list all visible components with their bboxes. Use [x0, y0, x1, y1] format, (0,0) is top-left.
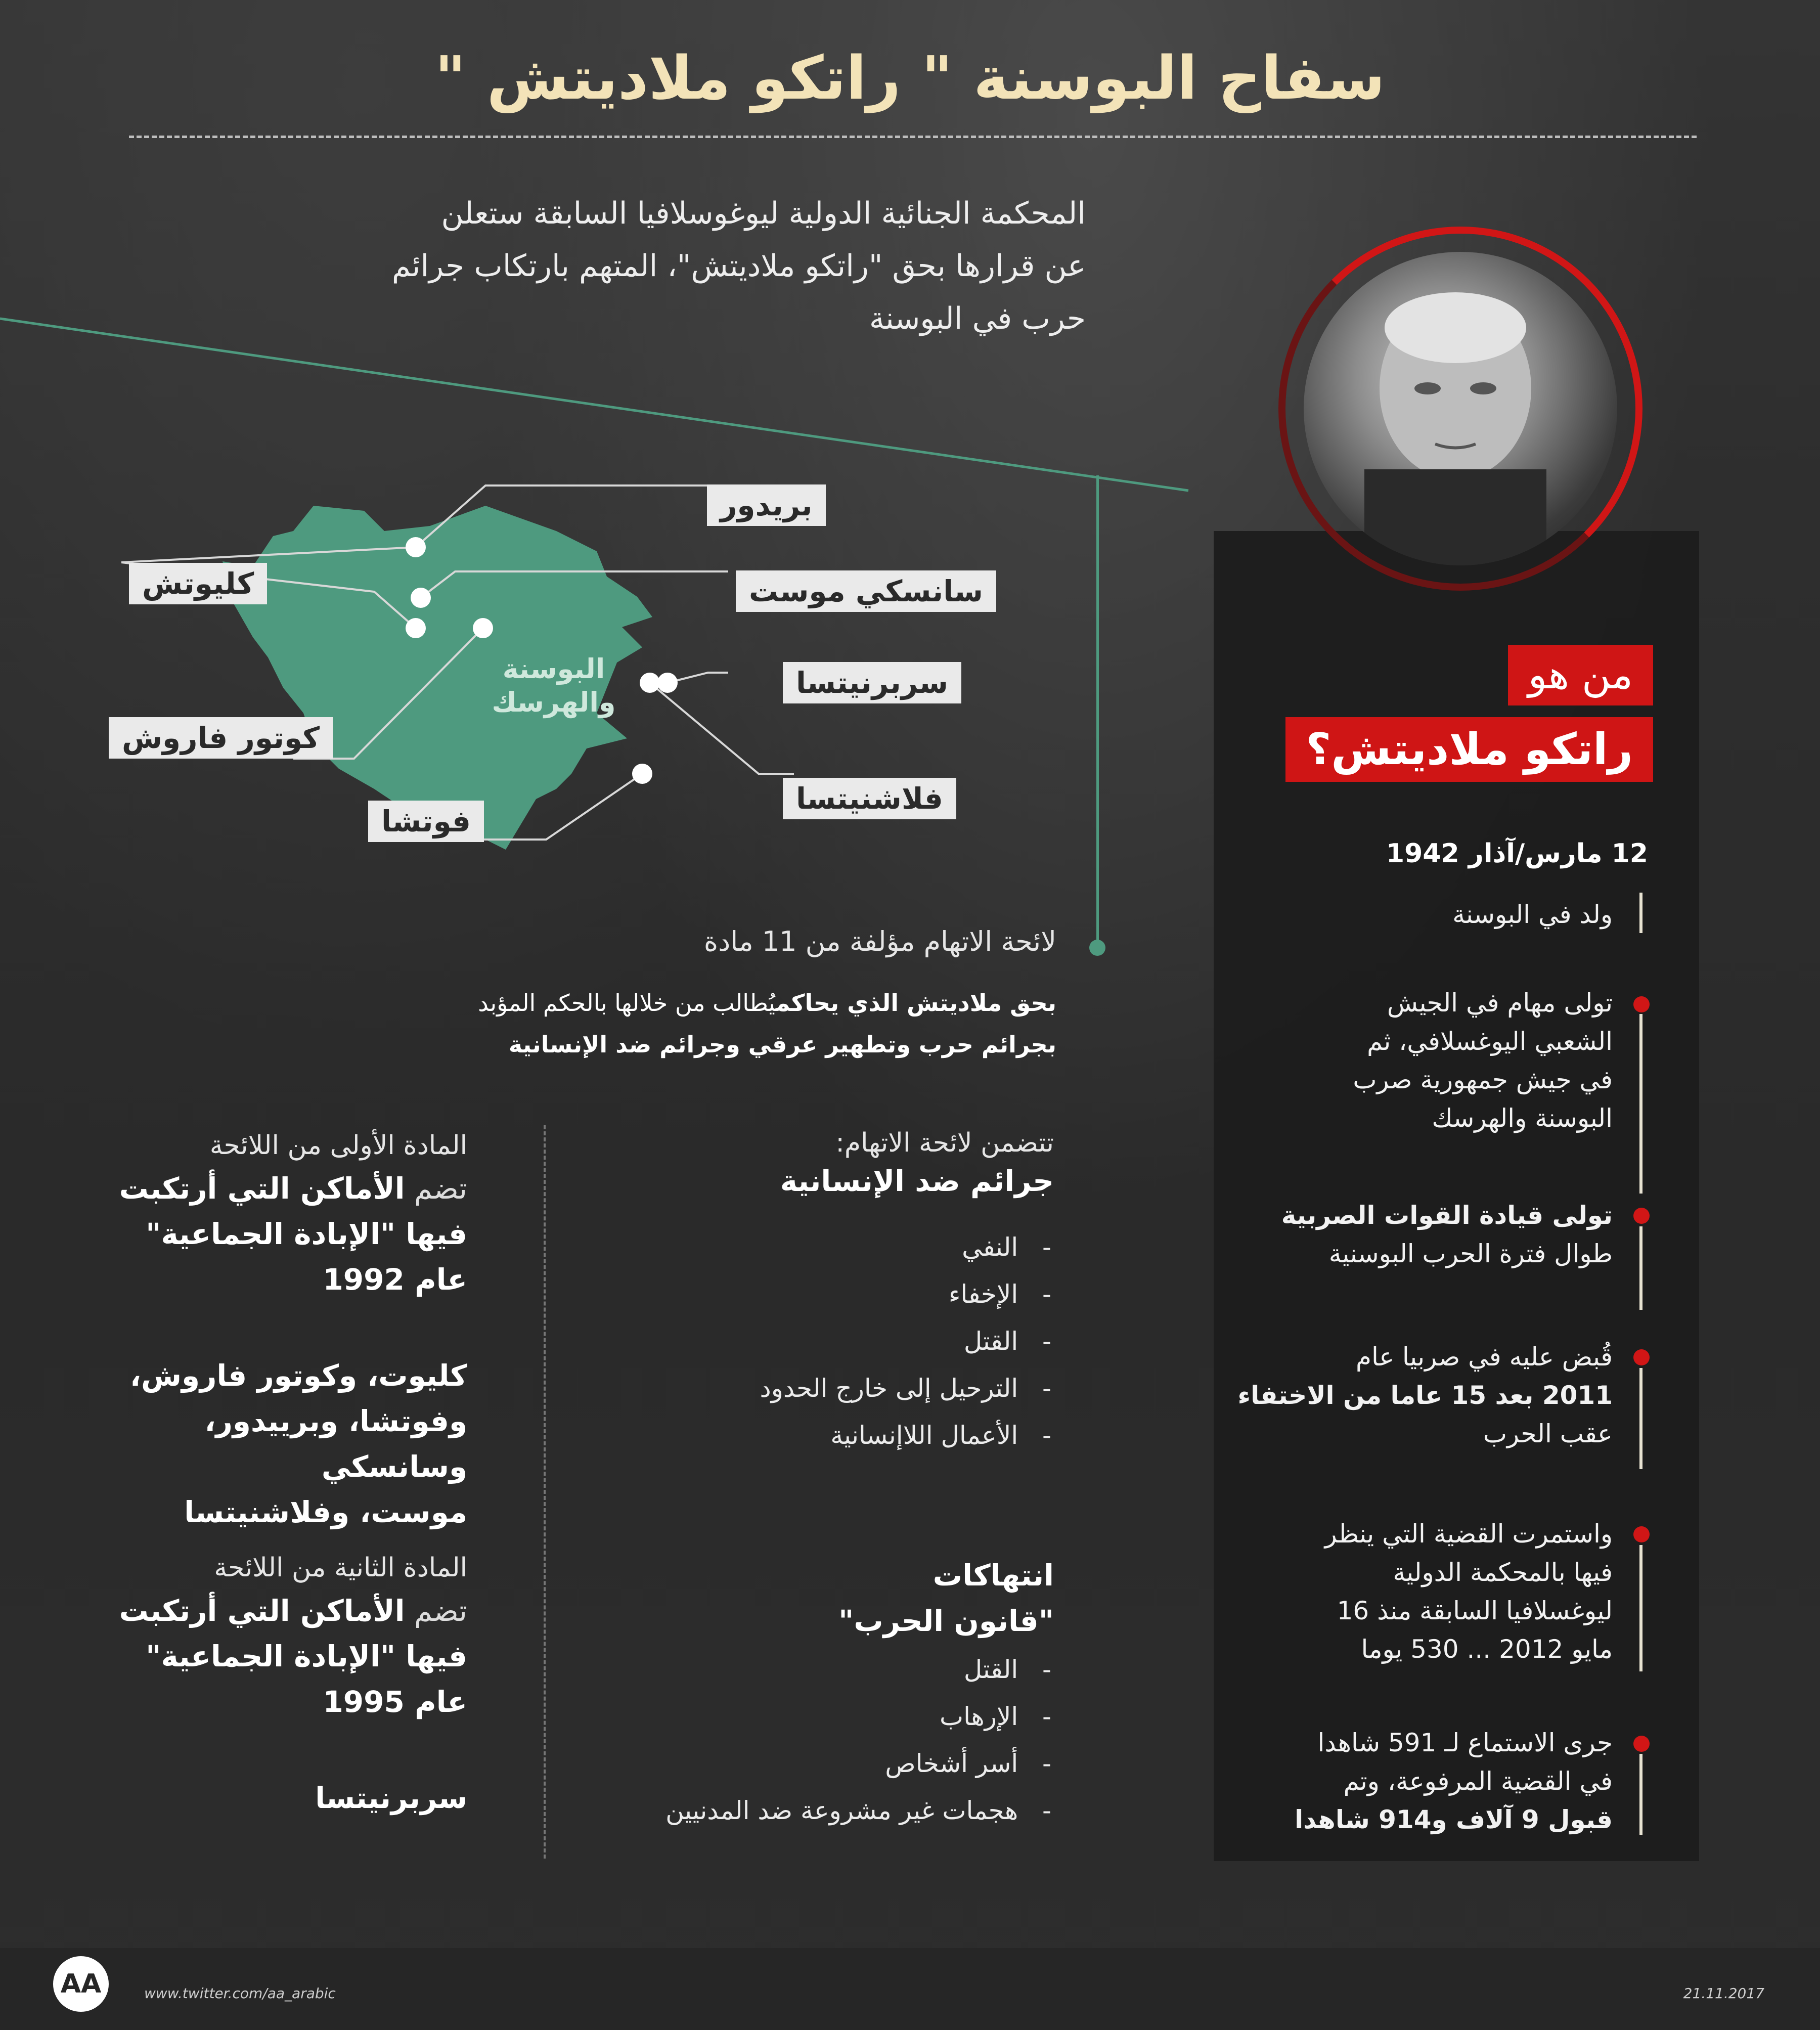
crimes-intro: تتضمن لائحة الاتهام:	[835, 1128, 1054, 1158]
timeline-dot-1	[1633, 996, 1650, 1012]
aa-logo-icon: AA	[53, 1956, 109, 2012]
timeline-4-line-2: فيها بالمحكمة الدولية	[1393, 1558, 1613, 1587]
war-law-section	[599, 1553, 1054, 1644]
article-1-line-1	[53, 1166, 467, 1211]
crimes-heading: جرائم ضد الإنسانية	[780, 1164, 1054, 1198]
timeline-bar-1	[1639, 1014, 1643, 1194]
intro-line-3: حرب في البوسنة	[869, 301, 1086, 336]
article-2	[53, 1553, 467, 1821]
connector-dot	[1089, 940, 1105, 956]
timeline-3-line-1: قُبض عليه في صربيا عام	[1356, 1342, 1613, 1372]
list-item: - القتل	[963, 1327, 1051, 1356]
intro-line-2: عن قرارها بحق "راتكو ملاديتش"، المتهم بارتكاب جرائم	[391, 248, 1086, 284]
indictment-line-1-normal: يُطالب من خلالها بالحكم المؤبد	[478, 989, 776, 1017]
timeline-2-line-2: طوال فترة الحرب البوسنية	[1328, 1239, 1613, 1268]
article-1-places-2: وفوتشا، وبرييدور، وسانسكي	[204, 1404, 467, 1484]
article-1-label: المادة الأولى من اللائحة	[209, 1130, 467, 1161]
list-item: - هجمات غير مشروعة ضد المدنيين	[665, 1796, 1051, 1825]
timeline-3-line-2: 2011 بعد 15 عاما من الاختفاء	[1237, 1381, 1613, 1410]
timeline-1-line-3: في جيش جمهورية صرب	[1353, 1065, 1613, 1094]
portrait-photo	[1304, 252, 1617, 565]
timeline-item-3	[1158, 1338, 1613, 1453]
timeline-dot-3	[1633, 1349, 1650, 1365]
article-2-places: سربرنيتسا	[315, 1781, 467, 1815]
timeline-4-line-4: مايو 2012 ... 530 يوما	[1361, 1635, 1613, 1664]
article-2-label: المادة الثانية من اللائحة	[214, 1553, 467, 1583]
list-item: - الترحيل إلى خارج الحدود	[760, 1374, 1051, 1403]
article-1-places-1: كليوت، وكوتور فاروش،	[129, 1358, 467, 1393]
timeline-5-line-3: قبول 9 آلاف و914 شاهدا	[1295, 1805, 1613, 1834]
list-item: - الإرهاب	[940, 1702, 1051, 1731]
timeline-4-line-3: ليوغسلافيا السابقة منذ 16	[1337, 1596, 1613, 1625]
indictment-line-1-bold: بحق ملاديتش الذي يحاكم	[775, 989, 1056, 1017]
connector-line	[1096, 475, 1099, 946]
article-2-line-2: فيها "الإبادة الجماعية"	[146, 1639, 467, 1673]
timeline-dot-5	[1633, 1736, 1650, 1752]
indictment-text	[348, 982, 1056, 1065]
timeline-dot-4	[1633, 1526, 1650, 1542]
crimes-list	[596, 1224, 1051, 1459]
timeline-item-4	[1158, 1515, 1613, 1668]
map-label-kljuc: كليوتش	[129, 563, 267, 604]
timeline-1-line-4: البوسنة والهرسك	[1432, 1104, 1613, 1133]
article-1-places-3: موست، وفلاشنيتسا	[184, 1495, 467, 1529]
map-label-foca: فوتشا	[368, 801, 484, 842]
map-region-label: البوسنة والهرسك	[492, 653, 616, 718]
war-law-heading-1: انتهاكات	[933, 1558, 1054, 1593]
portrait-silhouette	[1304, 252, 1617, 565]
page-title: " سفاح البوسنة " راتكو ملاديتش	[434, 43, 1386, 113]
timeline-5-line-2: في القضية المرفوعة، وتم	[1343, 1767, 1613, 1796]
timeline-item-1	[1158, 984, 1613, 1137]
timeline-1-line-2: الشعبي اليوغسلافي، ثم	[1367, 1027, 1613, 1056]
timeline-bar-4	[1639, 1545, 1643, 1671]
who-is-label: من هو	[1508, 645, 1653, 705]
article-2-line-1-bold: الأماكن التي أرتكبت	[119, 1594, 405, 1628]
list-item: - أسر أشخاص	[885, 1749, 1051, 1778]
timeline-2-line-1: تولى قيادة القوات الصربية	[1281, 1201, 1613, 1230]
list-item: - الأعمال اللاإنسانية	[830, 1421, 1051, 1450]
article-1-line-1-light: تضم	[405, 1171, 467, 1206]
timeline-4-line-1: واستمرت القضية التي ينظر	[1324, 1519, 1613, 1549]
war-law-list	[546, 1646, 1051, 1834]
timeline-5-line-1: جرى الاستماع لـ 591 شاهدا	[1317, 1728, 1613, 1757]
article-2-line-1	[53, 1588, 467, 1634]
timeline-bar-5	[1639, 1754, 1643, 1835]
article-1-line-3: عام 1992	[323, 1262, 467, 1297]
title-divider	[129, 136, 1697, 138]
list-item: - النفي	[962, 1232, 1051, 1262]
map-label-kotor-varos: كوتور فاروش	[109, 717, 333, 759]
birth-place: ولد في البوسنة	[1452, 900, 1613, 929]
list-item: - الإخفاء	[948, 1279, 1051, 1309]
who-is-name: راتكو ملاديتش؟	[1285, 717, 1653, 782]
map-label-sanski-most: سانسكي موست	[736, 570, 996, 612]
article-1-line-2: فيها "الإبادة الجماعية"	[146, 1217, 467, 1251]
indictment-heading: لائحة الاتهام مؤلفة من 11 مادة	[703, 925, 1056, 957]
map-label-vlasenica: فلاشنيتسا	[783, 778, 956, 819]
footer-date: 21.11.2017	[1683, 1985, 1764, 2002]
timeline-bar-3	[1639, 1368, 1643, 1469]
map-label-srebrenica: سربرنيتسا	[783, 662, 961, 703]
timeline-bar-2	[1639, 1226, 1643, 1310]
article-2-line-1-light: تضم	[405, 1594, 467, 1628]
birth-date: 12 مارس/آذار 1942	[1386, 839, 1648, 869]
map-label-prijedor: بريدور	[707, 484, 826, 526]
timeline-1-line-1: تولى مهام في الجيش	[1387, 988, 1613, 1018]
article-2-line-3: عام 1995	[323, 1685, 467, 1719]
article-1-line-1-bold: الأماكن التي أرتكبت	[119, 1171, 405, 1206]
war-law-heading-2: "قانون الحرب"	[838, 1604, 1054, 1638]
footer-url[interactable]: www.twitter.com/aa_arabic	[144, 1985, 336, 2002]
indictment-line-1	[348, 982, 1056, 1024]
indictment-line-2: بجرائم حرب وتطهير عرقي وجرائم ضد الإنسانية	[508, 1031, 1056, 1058]
intro-line-1: المحكمة الجنائية الدولية ليوغوسلافيا السابقة ستعلن	[441, 196, 1086, 231]
timeline-bar-0	[1639, 893, 1643, 933]
article-1	[53, 1130, 467, 1535]
timeline-item-2	[1158, 1196, 1613, 1273]
timeline-item-5	[1158, 1724, 1613, 1839]
crimes-section	[599, 1128, 1054, 1204]
timeline-3-line-3: عقب الحرب	[1483, 1419, 1613, 1448]
list-item: - القتل	[963, 1655, 1051, 1684]
timeline-dot-2	[1633, 1208, 1650, 1224]
